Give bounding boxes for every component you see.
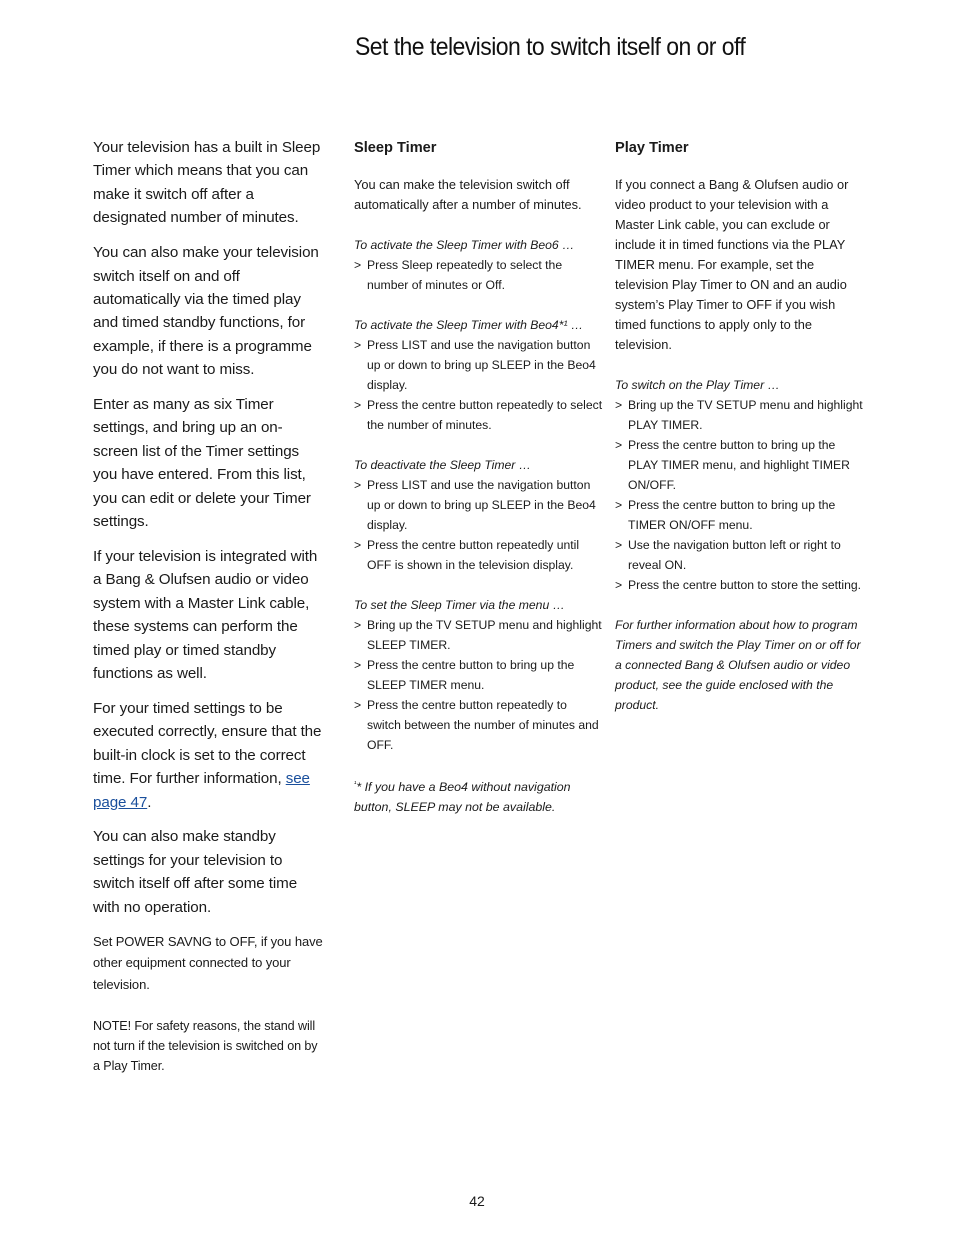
play-timer-intro: If you connect a Bang & Olufsen audio or video product to your television with a Master Link cable, you can exclude or include it in timed functions via the PLAY TIMER menu. For example, set the television Play Timer to ON and an audio system’s Play Timer to OFF if you wish timed functions to apply only to the television. — [615, 177, 849, 352]
safety-note: NOTE! For safety reasons, the stand will not turn if the television is switched on by a Play Timer. — [93, 1019, 318, 1074]
step-item: > Press the centre button repeatedly to select the number of minutes. — [354, 395, 604, 435]
intro-column — [93, 136, 327, 1088]
play-timer-heading: Play Timer — [615, 140, 689, 156]
sleep-timer-intro: You can make the television switch off automatically after a number of minutes. — [354, 177, 582, 212]
step-item: > Press the centre button to store the setting. — [615, 575, 865, 595]
beo4-footnote — [354, 775, 604, 817]
page-number: 42 — [469, 1193, 485, 1209]
switch-on-steps — [615, 395, 865, 595]
menu-instruction-title: To set the Sleep Timer via the menu … — [354, 598, 565, 612]
step-item: > Bring up the TV SETUP menu and highlight PLAY TIMER. — [615, 395, 865, 435]
footnote-text: * If you have a Beo4 without navigation button, SLEEP may not be available. — [354, 780, 571, 815]
intro-paragraph: Your television has a built in Sleep Timer which means that you can make it switch off after a designated number of minutes. — [93, 139, 321, 227]
step-item: > Use the navigation button left or right to reveal ON. — [615, 535, 865, 575]
step-item: > Press the centre button repeatedly until OFF is shown in the television display. — [354, 535, 604, 575]
step-item: > Press LIST and use the navigation button up or down to bring up SLEEP in the Beo4 display. — [354, 335, 604, 395]
intro-paragraph: If your television is integrated with a Bang & Olufsen audio or video system with a Master Link cable, these systems can perform the timed play or timed standby functions as well. — [93, 548, 318, 683]
power-saving-paragraph: Set POWER SAVNG to OFF, if you have other equipment connected to your television. — [93, 933, 323, 992]
sleep-timer-column — [354, 136, 604, 817]
beo4-steps — [354, 335, 604, 435]
footnote-mark: ¹ — [354, 781, 357, 788]
play-timer-column — [615, 136, 865, 715]
page-title: Set the television to switch itself on or off — [355, 33, 746, 61]
switch-on-instruction-title: To switch on the Play Timer … — [615, 378, 780, 392]
see-page-47-link[interactable]: see page 47 — [93, 770, 310, 811]
step-item: > Press the centre button to bring up the TIMER ON/OFF menu. — [615, 495, 865, 535]
step-item: > Bring up the TV SETUP menu and highlight SLEEP TIMER. — [354, 615, 604, 655]
clock-text: For your timed settings to be executed correctly, ensure that the built-in clock is set to the correct time. For further information, — [93, 699, 322, 788]
step-item: > Press Sleep repeatedly to select the number of minutes or Off. — [354, 255, 604, 295]
step-item: > Press LIST and use the navigation button up or down to bring up SLEEP in the Beo4 display. — [354, 475, 604, 535]
step-item: > Press the centre button repeatedly to switch between the number of minutes and OFF. — [354, 695, 604, 755]
deactivate-steps — [354, 475, 604, 575]
menu-steps — [354, 615, 604, 755]
intro-paragraph: You can also make your television switch itself on and off automatically via the timed play and timed standby functions, for example, if there is a programme you do not want to miss. — [93, 244, 319, 379]
clock-paragraph — [93, 697, 327, 814]
beo6-steps — [354, 255, 604, 295]
sleep-timer-heading: Sleep Timer — [354, 140, 437, 156]
clock-text-end: . — [147, 793, 152, 811]
step-item: > Press the centre button to bring up the PLAY TIMER menu, and highlight TIMER ON/OFF. — [615, 435, 865, 495]
intro-paragraph: You can also make standby settings for your television to switch itself off after some time with no operation. — [93, 828, 298, 916]
beo4-instruction-title: To activate the Sleep Timer with Beo4*¹ … — [354, 318, 584, 332]
beo6-instruction-title: To activate the Sleep Timer with Beo6 … — [354, 238, 575, 252]
step-item: > Press the centre button to bring up the SLEEP TIMER menu. — [354, 655, 604, 695]
deactivate-instruction-title: To deactivate the Sleep Timer … — [354, 458, 531, 472]
further-info-note: For further information about how to program Timers and switch the Play Timer on or off for a connected Bang & Olufsen audio or video product, see the guide enclosed with the product. — [615, 618, 861, 712]
intro-paragraph: Enter as many as six Timer settings, and bring up an on-screen list of the Timer settings you have entered. From this list, you can edit or delete your Timer settings. — [93, 396, 311, 531]
